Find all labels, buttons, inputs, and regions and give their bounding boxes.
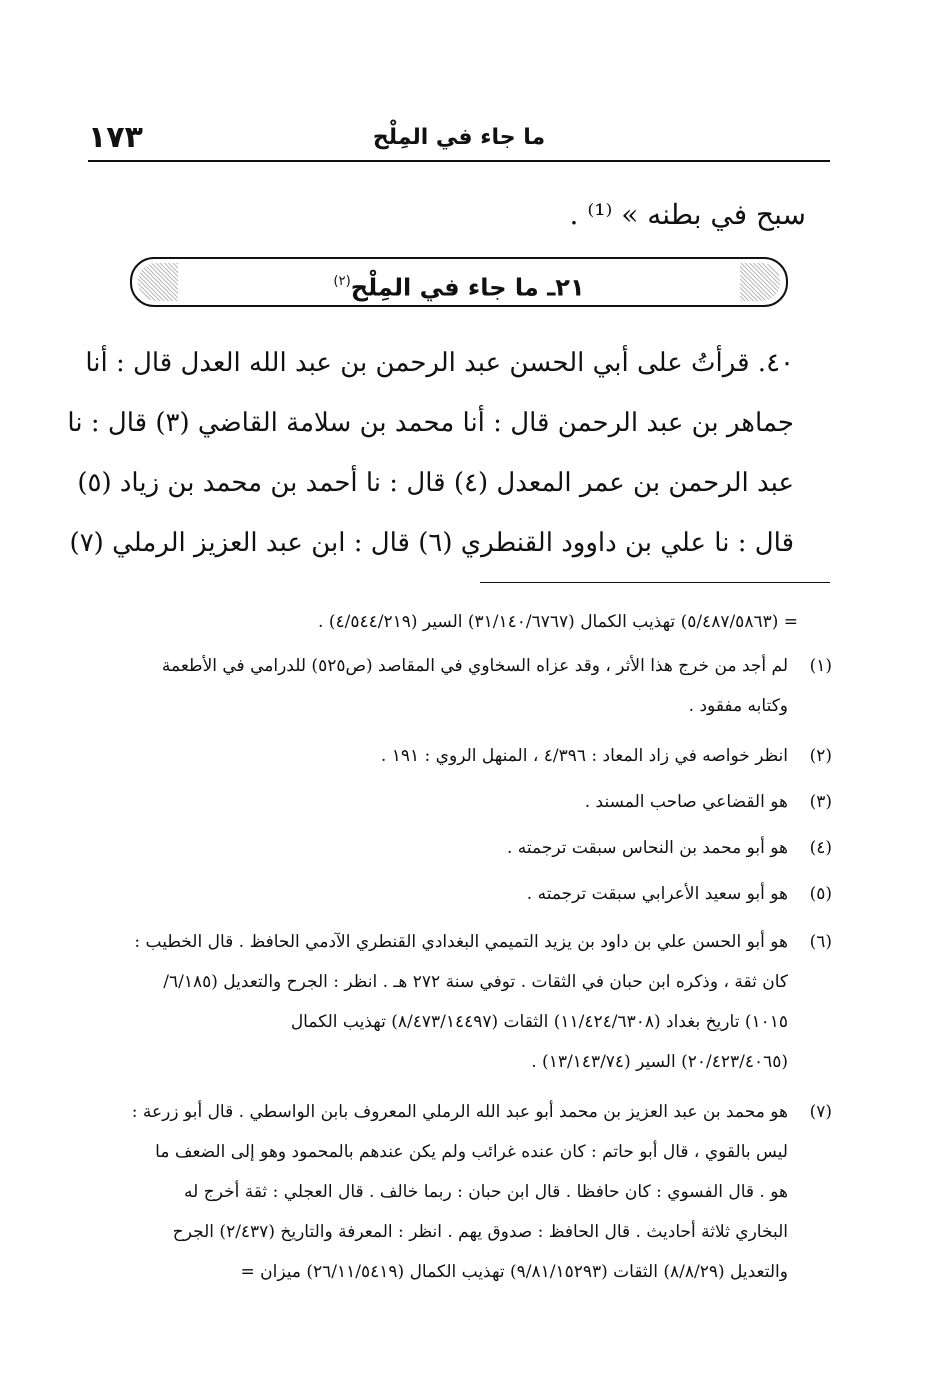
footnote-line: (٢٠/٤٢٣/٤٠٦٥) السير (١٣/١٤٣/٧٤) . [531, 1052, 788, 1072]
footnote-number: (١) [809, 656, 832, 676]
footnote-5 [90, 874, 832, 914]
footnote-number: (٥) [809, 884, 832, 904]
main-line-3: عبد الرحمن بن عمر المعدل (٤) قال : نا أحمد بن محمد بن زياد (٥) [77, 468, 794, 498]
page-number: ١٧٣ [88, 120, 143, 155]
footnote-line: هو أبو محمد بن النحاس سبقت ترجمته . [506, 838, 788, 858]
footnote-line: هو . قال الفسوي : كان حافظا . قال ابن حبان : ربما خالف . قال العجلي : ثقة أخرج له [184, 1182, 788, 1202]
main-line-4: قال : نا علي بن داوود القنطري (٦) قال : ابن عبد العزيز الرملي (٧) [69, 528, 794, 558]
footnote-number: (٣) [809, 792, 832, 812]
chapter-title: ٢١ـ ما جاء في المِلْح [350, 273, 585, 302]
footnote-line: والتعديل (٨/٨/٢٩) الثقات (٩/٨١/١٥٢٩٣) تهذيب الكمال (٢٦/١١/٥٤١٩) ميزان = [240, 1262, 788, 1282]
footnote-line: هو أبو الحسن علي بن داود بن يزيد التميمي البغدادي القنطري الآدمي الحافظ . قال الخطيب : [134, 932, 788, 952]
footnote-line: لم أجد من خرج هذا الأثر ، وقد عزاه السخاوي في المقاصد (ص٥٢٥) للدرامي في الأطعمة [161, 656, 788, 676]
page-header [88, 118, 830, 158]
footnote-line: هو محمد بن عبد العزيز بن محمد أبو عبد الله الرملي المعروف بابن الواسطي . قال أبو زرعة : [131, 1102, 788, 1122]
chapter-note-mark: (٢) [333, 274, 351, 289]
footnote-number: (٤) [809, 838, 832, 858]
footnote-line: هو القضاعي صاحب المسند . [584, 792, 788, 812]
footnote-separator [480, 582, 830, 583]
running-title: ما جاء في المِلْح [372, 125, 546, 150]
footnote-number: (٧) [809, 1102, 832, 1122]
footnote-line: انظر خواصه في زاد المعاد : ٤/٣٩٦ ، المنهل الروي : ١٩١ . [380, 746, 788, 766]
header-rule [88, 160, 830, 162]
main-line-2: جماهر بن عبد الرحمن قال : أنا محمد بن سلامة القاضي (٣) قال : نا [67, 408, 794, 438]
footnote-line: كان ثقة ، وذكره ابن حبان في الثقات . توفي سنة ٢٧٢ هـ . انظر : الجرح والتعديل (٦/١٨٥/ [163, 972, 788, 992]
footnote-4 [90, 828, 832, 868]
footnote-line: ليس بالقوي ، قال أبو حاتم : كان عنده غرائب ولم يكن عندهم بالمحمود وهو إلى الضعف ما [155, 1142, 788, 1162]
footnote-3 [90, 782, 832, 822]
footnote-line: هو أبو سعيد الأعرابي سبقت ترجمته . [526, 884, 788, 904]
footnote-line: البخاري ثلاثة أحاديث . قال الحافظ : صدوق يهم . انظر : المعرفة والتاريخ (٢/٤٣٧) الجرح [172, 1222, 788, 1242]
footnote-1 [90, 646, 832, 726]
chapter-heading-box [130, 257, 788, 307]
footnote-7 [90, 1092, 832, 1292]
chapter-heading [132, 259, 786, 311]
footnote-6 [90, 922, 832, 1082]
footnote-line: وكتابه مفقود . [688, 696, 788, 716]
main-line-1: ٤٠. قرأتُ على أبي الحسن عبد الرحمن بن عبد الله العدل قال : أنا [85, 348, 794, 378]
footnote-2 [90, 736, 832, 776]
footnote-number: (٦) [809, 932, 832, 952]
carry-over-text: سبح في بطنه » ⁽¹⁾ . [569, 198, 806, 231]
footnote-number: (٢) [809, 746, 832, 766]
footnote-carry-over: = (٥/٤٨٧/٥٨٦٣) تهذيب الكمال (٣١/١٤٠/٦٧٦٧) السير (٤/٥٤٤/٢١٩) . [318, 612, 798, 632]
footnote-line: ١٠١٥) تاريخ بغداد (١١/٤٢٤/٦٣٠٨) الثقات (٨/٤٧٣/١٤٤٩٧) تهذيب الكمال [290, 1012, 788, 1032]
